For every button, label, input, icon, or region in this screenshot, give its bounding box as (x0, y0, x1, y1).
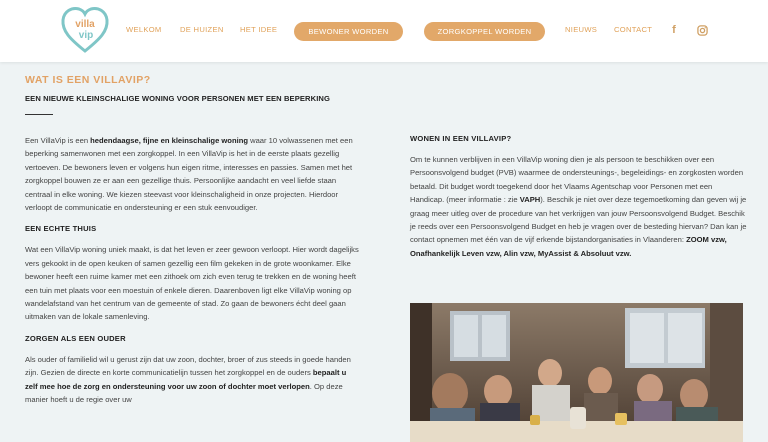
facebook-icon[interactable]: f (672, 24, 676, 36)
instagram-icon[interactable] (696, 23, 708, 37)
echte-thuis-paragraph: Wat een VillaVip woning uniek maakt, is dat het leven er zeer gewoon verloopt. Hier wordt dagelijks vers gekookt in de open keuken of samen gezellig een film gekeken in de grote woonkamer. Elke bewoner heeft een ruime kamer met een zithoek om zich even terug te trekken en de woning heeft een tuin met plaats voor een moestuin of enkele dieren. Daarenboven ligt elke VillaVip woning op wandelafstand van het centrum van de gemeente of stad. Zo gaan de bewoners écht deel gaan uitmaken van de lokale samenleving. (25, 245, 359, 322)
page-title: WAT IS EEN VILLAVIP? (25, 74, 151, 86)
nav-bewoner-worden-button[interactable]: BEWONER WORDEN (294, 22, 403, 41)
zorgen-paragraph: Als ouder of familielid wil u gerust zijn dat uw zoon, dochter, broer of zus steeds in goede handen zijn. Gezien de directe en korte communicatielijn tussen het zorgkoppel en de ouders bepaalt u zelf mee hoe de zorg en ondersteuning voor uw zoon of dochter moet verlopen. Op deze manier hoeft u de regie over uw (25, 354, 351, 405)
page-subtitle: EEN NIEUWE KLEINSCHALIGE WONING VOOR PERSONEN MET EEN BEPERKING (25, 94, 331, 103)
intro-paragraph: Een VillaVip is een hedendaagse, fijne en kleinschalige woning waar 10 volwassenen met een beperking samenwonen met een zorgkoppel. In een VillaVip is het in de eerste plaats gezellig vertoeven. De bewoners leven er volgens hun eigen ritme, interesses en passies. Samen met het zorgkoppel bouwen ze er aan een gezellige thuis. Persoonlijke aandacht en veel liefde staan centraal in elke woning. We kiezen steevast voor kleinschaligheid in onze projecten. Hierdoor verloopt de communicatie en ondersteuning er een stuk eenvoudiger. (25, 136, 353, 213)
title-divider (25, 114, 53, 115)
residents-dinner-photo (410, 303, 743, 442)
heading-echte-thuis: EEN ECHTE THUIS (25, 224, 97, 234)
svg-text:vip: vip (78, 30, 94, 41)
main-content (0, 62, 768, 442)
nav-welkom[interactable]: WELKOM (126, 25, 162, 34)
site-header (0, 0, 768, 62)
right-column (410, 134, 748, 260)
left-column (25, 134, 360, 407)
nav-de-huizen[interactable]: DE HUIZEN (180, 25, 224, 34)
nav-het-idee[interactable]: HET IDEE (240, 25, 278, 34)
main-nav (0, 0, 768, 62)
nav-contact[interactable]: CONTACT (614, 25, 653, 34)
vaph-link[interactable]: VAPH (519, 195, 541, 205)
heading-zorgen-als-ouder: ZORGEN ALS EEN OUDER (25, 333, 126, 343)
heading-wonen: WONEN IN EEN VILLAVIP? (410, 134, 512, 143)
wonen-paragraph: Om te kunnen verblijven in een VillaVip woning dien je als persoon te beschikken over een Persoonsvolgend budget (PVB) waarmee de ondersteunings-, begeleidings- en zorgkosten worden betaald. Dit budget wordt toegekend door het Vlaams Agentschap voor Personen met een Handicap. (meer informatie : zie VAPH). Beschik je niet over deze tegemoetkoming dan geven wij je graag meer uitleg over de procedure van het verkrijgen van jouw Persoonsvolgend Budget. Beschik je reeds over een Persoonsvolgend Budget en heb je vragen over de besteding hiervan? Dan kan je contact opnemen met één van de vijf erkende bijstandorganisaties in Vlaanderen: ZOOM vzw, Onafhankelijk Leven vzw, Alin vzw, MyAssist & Absoluut vzw. (410, 155, 747, 258)
svg-text:villa: villa (75, 19, 95, 30)
nav-nieuws[interactable]: NIEUWS (565, 25, 598, 34)
nav-zorgkoppel-worden-button[interactable]: ZORGKOPPEL WORDEN (424, 22, 545, 41)
